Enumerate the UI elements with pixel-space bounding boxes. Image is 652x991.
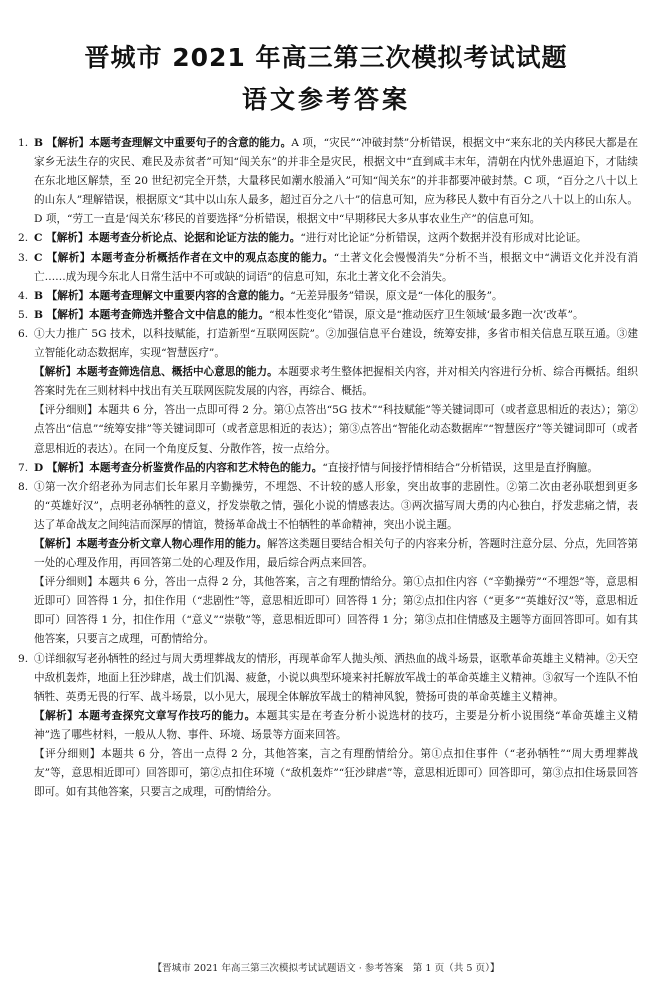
answer-text: “土著文化会慢慢消失”分析不当，根据文中“满语文化并没有消亡……成为现今东北人日常生活中不可或缺的词语”的信息可知，东北土著文化不会消失。 bbox=[34, 251, 639, 283]
question-number: 8. bbox=[18, 480, 29, 493]
analysis-label: 【解析】本题考查分析文章人物心理作用的能力。 bbox=[34, 537, 268, 550]
answer-label: C 【解析】本题考查分析论点、论据和论证方法的能力。 bbox=[34, 232, 301, 245]
answer-text: ①大力推广 5G 技术，以科技赋能，打造新型“互联网医院”。②加强信息平台建设，统筹安排，多省市相关信息互联互通。③建立智能化动态数据库，实现“智慧医疗”。 bbox=[34, 327, 638, 360]
answer-5 bbox=[18, 306, 638, 325]
answer-text: ①第一次介绍老孙为同志们长年累月辛勤操劳，不埋怨、不计较的感人形象，突出故事的悲剧性。②第二次由老孙联想到更多的“英雄好汉”，点明老孙牺牲的意义，抒发崇敬之情，强化小说的情感表达。③两次描写周大勇的内心独白，抒发悲痛之情，表达了革命战友之间纯洁而深厚的情谊，赞扬革命战士不怕牺牲的革命精神，突出小说主题。 bbox=[34, 480, 638, 531]
answer-text: “进行对比论证”分析错误，这两个数据并没有形成对比论证。 bbox=[300, 232, 587, 245]
rubric-label: 【评分细则】 bbox=[34, 748, 101, 760]
analysis-text: 本题要求考生整体把握相关内容，并对相关内容进行分析、综合再概括。组织答案时先在三则材料中找出有关互联网医院发展的内容，再综合、概括。 bbox=[34, 366, 638, 398]
analysis-9 bbox=[34, 707, 638, 745]
answer-4 bbox=[18, 287, 638, 306]
answer-text: “根本性变化”错误，原文是“推动医疗卫生领域‘最多跑一次’改革”。 bbox=[269, 308, 584, 321]
document-title: 晋城市 2021 年高三第三次模拟考试试题 bbox=[84, 43, 568, 72]
question-number: 2. bbox=[18, 232, 29, 245]
question-number: 9. bbox=[18, 652, 29, 665]
answer-label: D 【解析】本题考查分析鉴赏作品的内容和艺术特色的能力。 bbox=[34, 461, 323, 474]
analysis-6 bbox=[34, 363, 638, 401]
analysis-text: 解答这类题目要结合相关句子的内容来分析，答题时注意分层、分点，先回答第一处的心理及作用，再回答第二处的心理及作用，最后综合两点来回答。 bbox=[34, 537, 638, 570]
answer-text: A 项，“灾民”“冲破封禁”分析错误，根据文中“来东北的关内移民大都是在家乡无法生存的灾民、难民及赤贫者”可知“闯关东”的并非全是灾民，根据文中“直到咸丰末年，清朝在内忧外患逼迫下，才陆续在东北地区解禁，至 20 世纪初完全开禁，大量移民如潮水般涌入”可知“闯关东”的并非都要冲破封禁。C 项，“百分之八十以上的山东人”理解错误，根据原文“其中以山东人最多，超过百分之八十”的信息可知，应为移民人数中有百分之八十以上的山东人。D 项，“劳工一直是‘闯关东’移民的首要选择”分析错误，根据文中“早期移民大多从事农业生产”的信息可知。 bbox=[34, 137, 638, 226]
answer-2 bbox=[18, 229, 638, 248]
rubric-9 bbox=[34, 745, 638, 802]
answer-label: B 【解析】本题考查理解文中重要句子的含意的能力。 bbox=[34, 137, 292, 149]
answer-3 bbox=[18, 249, 638, 287]
answer-1 bbox=[18, 134, 638, 229]
rubric-text: 本题共 6 分，答出一点即可得 2 分。第①点答出“5G 技术”“科技赋能”等关键词即可（或者意思相近的表达）；第②点答出“信息”“统筹安排”等关键词即可（或者意思相近的表达）；第③点答出“智能化动态数据库”“智慧医疗”等关键词即可（或者意思相近的表达）。在同一个角度反复、分散作答，按一点给分。 bbox=[34, 404, 638, 455]
analysis-8 bbox=[34, 535, 638, 573]
question-number: 7. bbox=[18, 461, 29, 474]
answer-label: B 【解析】本题考查筛选并整合文中信息的能力。 bbox=[34, 308, 270, 321]
answer-label: B 【解析】本题考查理解文中重要内容的含意的能力。 bbox=[34, 289, 291, 302]
question-number: 6. bbox=[18, 327, 29, 340]
question-number: 1. bbox=[18, 137, 29, 149]
rubric-text: 本题共 6 分，答出一点得 2 分，其他答案，言之有理酌情给分。第①点扣住事件（“老孙牺牲”“周大勇埋葬战友”等，意思相近即可）回答即可，第②点扣住环境（“敌机轰炸”“狂沙肆虐”等，意思相近即可）回答即可，第③点扣住场景回答即可。如有其他答案，只要言之成理，可酌情给分。 bbox=[34, 748, 639, 799]
analysis-text: 本题其实是在考查分析小说选材的技巧，主要是分析小说围绕“革命英雄主义精神”选了哪些材料，一般从人物、事件、环境、场景等方面来回答。 bbox=[34, 709, 638, 741]
answer-label: C 【解析】本题考查分析概括作者在文中的观点态度的能力。 bbox=[34, 251, 334, 264]
answer-list bbox=[18, 134, 638, 802]
answer-text: “无差异服务”错误，原文是“一体化的服务”。 bbox=[290, 289, 503, 302]
rubric-text: 本题共 6 分，答出一点得 2 分，其他答案，言之有理酌情给分。第①点扣住内容（“辛勤操劳”“不埋怨”等，意思相近即可）回答得 1 分，扣住作用（“悲剧性”等，意思相近即可）回答得 1 分；第②点扣住内容（“更多”“英雄好汉”等，意思相近即可）回答得 1 分，扣住作用（“意义”“崇敬”等，意思相近即可）回答得 1 分；第③点扣住情感及主题等方面回答即可。如有其他答案，只要言之成理，可酌情给分。 bbox=[34, 576, 639, 646]
question-number: 3. bbox=[18, 251, 29, 264]
question-number: 4. bbox=[18, 289, 29, 302]
analysis-label: 【解析】本题考查筛选信息、概括中心意思的能力。 bbox=[34, 366, 278, 379]
answer-text: “直接抒情与间接抒情相结合”分析错误，这里是直抒胸臆。 bbox=[322, 461, 598, 474]
page-footer: 【晋城市 2021 年高三第三次模拟考试试题语文 · 参考答案 第 1 页（共 5 页）】 bbox=[152, 963, 500, 974]
rubric-label: 【评分细则】 bbox=[34, 404, 98, 417]
rubric-6 bbox=[34, 401, 638, 458]
answer-7 bbox=[18, 459, 638, 478]
rubric-label: 【评分细则】 bbox=[34, 576, 99, 589]
document-subtitle: 语文参考答案 bbox=[241, 85, 410, 114]
answer-6 bbox=[18, 325, 638, 363]
rubric-8 bbox=[34, 573, 638, 649]
answer-text: ①详细叙写老孙牺牲的经过与周大勇埋葬战友的情形，再现革命军人抛头颅、洒热血的战斗场景，讴歌革命英雄主义精神。②天空中敌机轰炸，地面上狂沙肆虐，战士们饥渴、疲惫，小说以典型环境来衬托解放军战士的革命英雄主义精神。③叙写一个连队不怕牺牲、英勇无畏的行军、战斗场景，以小见大，展现全体解放军战士的精神风貌，赞扬可贵的革命英雄主义精神。 bbox=[34, 652, 638, 703]
question-number: 5. bbox=[18, 308, 29, 321]
answer-9 bbox=[18, 650, 638, 707]
answer-8 bbox=[18, 478, 638, 535]
analysis-label: 【解析】本题考查探究文章写作技巧的能力。 bbox=[34, 709, 256, 722]
